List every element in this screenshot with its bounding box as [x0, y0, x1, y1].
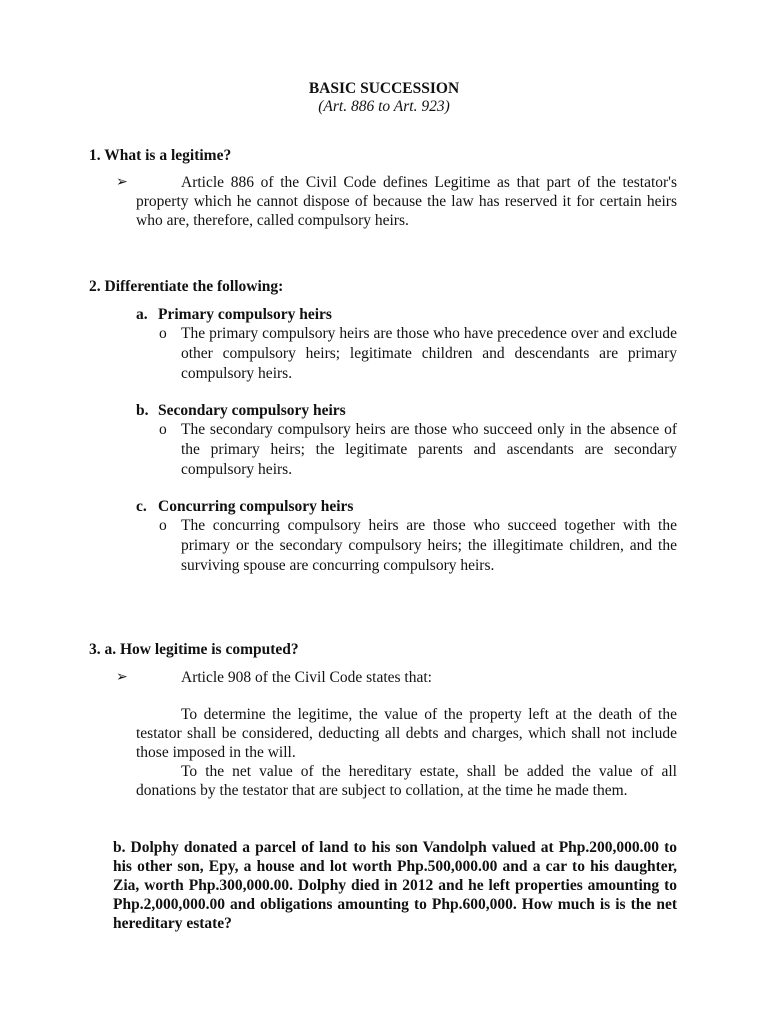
circle-bullet-icon: o — [159, 325, 167, 342]
question-3-heading: 3. a. How legitime is computed? — [89, 641, 299, 658]
item-a-title: Primary compulsory heirs — [158, 306, 332, 323]
document-subtitle: (Art. 886 to Art. 923) — [318, 98, 450, 115]
circle-bullet-icon: o — [159, 517, 167, 534]
question-3b-problem: b. Dolphy donated a parcel of land to his son Vandolph valued at Php.200,000.00 to his other son, Epy, a house and lot worth Php.500,000.00 and a car to his daughter, Zia, worth Php.300,000.00. Dolphy died in 2012 and he left properties amounting to Php.2,000,000.00 and obligations amounting to Php.600,000. How much is is the net hereditary estate? — [113, 839, 677, 932]
item-a-text: The primary compulsory heirs are those who have precedence over and exclude other compulsory heirs; legitimate children and descendants are primary compulsory heirs. — [181, 325, 677, 382]
item-c-text: The concurring compulsory heirs are those who succeed together with the primary or the secondary compulsory heirs; the illegitimate children, and the surviving spouse are concurring compulsory heirs. — [181, 517, 677, 574]
article-908-intro: Article 908 of the Civil Code states that: — [181, 669, 432, 686]
document-title: BASIC SUCCESSION — [308, 80, 460, 97]
item-b-title: Secondary compulsory heirs — [158, 402, 346, 419]
item-a-label: a. — [136, 306, 148, 323]
question-1-answer: Article 886 of the Civil Code defines Legitime as that part of the testator's property which he cannot dispose of because the law has reserved it for certain heirs who are, therefore, called compulsory heirs. — [136, 174, 677, 229]
item-b-text: The secondary compulsory heirs are those who succeed only in the absence of the primary heirs; the legitimate parents and ascendants are secondary compulsory heirs. — [181, 421, 677, 478]
question-1-heading: 1. What is a legitime? — [89, 147, 232, 164]
question-2-heading: 2. Differentiate the following: — [89, 278, 284, 295]
item-b-label: b. — [136, 402, 149, 419]
arrow-bullet-icon: ➢ — [116, 669, 128, 685]
article-908-paragraph-1: To determine the legitime, the value of the property left at the death of the testator shall be considered, deducting all debts and charges, which shall not include those imposed in the will. — [136, 706, 677, 761]
article-908-paragraph-2: To the net value of the hereditary estate, shall be added the value of all donations by the testator that are subject to collation, at the time he made them. — [136, 763, 677, 799]
item-c-title: Concurring compulsory heirs — [158, 498, 354, 515]
item-c-label: c. — [136, 498, 147, 515]
arrow-bullet-icon: ➢ — [116, 174, 128, 190]
circle-bullet-icon: o — [159, 421, 167, 438]
